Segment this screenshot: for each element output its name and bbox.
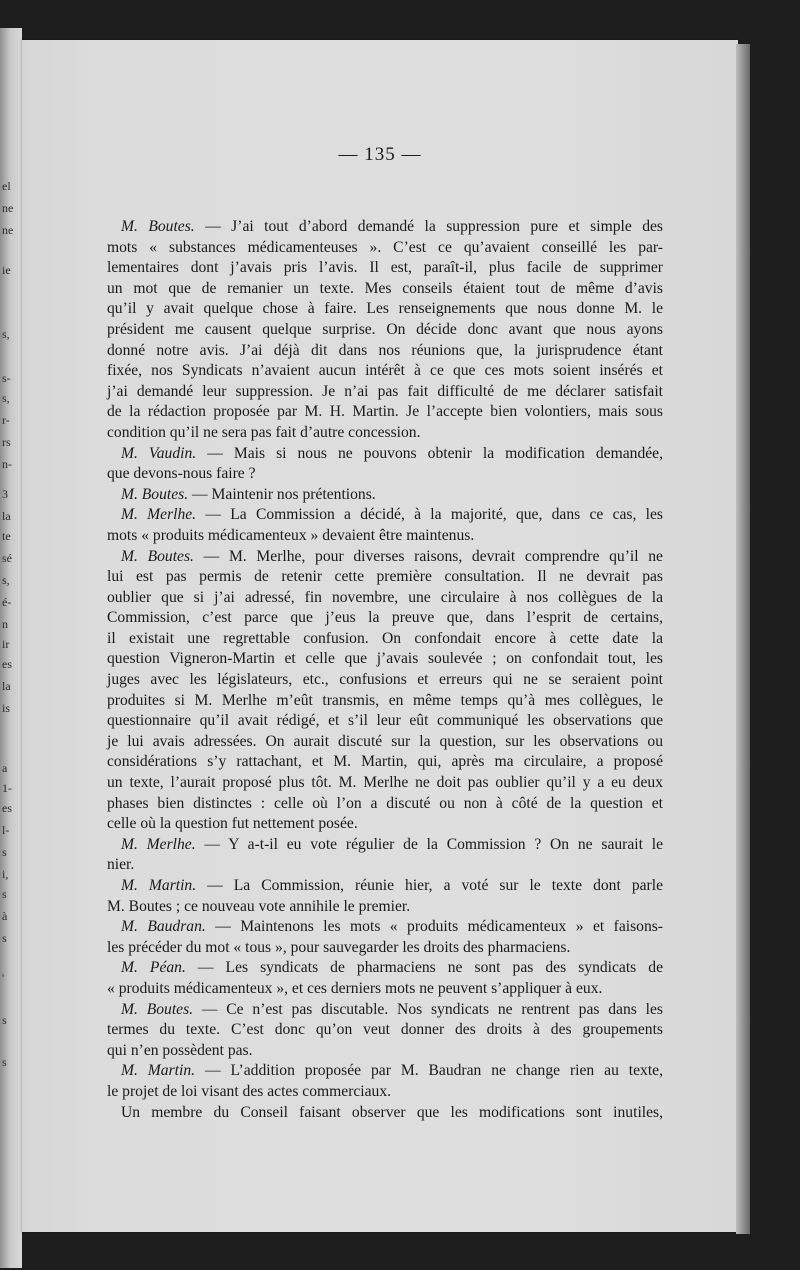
text-run: je lui avais adressées. On aurait discuté sur la question, sur les observations ou	[107, 732, 663, 750]
text-line	[107, 773, 663, 794]
paragraph	[107, 547, 663, 835]
text-line	[107, 691, 663, 712]
paragraph	[107, 876, 663, 917]
text-run: les précéder du mot « tous », pour sauvegarder les droits des pharmaciens.	[107, 938, 571, 956]
speaker-name: M. Vaudin.	[121, 444, 197, 462]
text-run: un mot que de remanier un texte. Mes conseils étaient tout de même d’avis	[107, 279, 663, 297]
paragraph	[107, 1000, 663, 1062]
facing-page-fragment: ne	[2, 223, 14, 237]
paragraph	[107, 835, 663, 876]
text-line	[107, 1103, 663, 1124]
facing-page-fragment: n-	[2, 457, 12, 471]
text-line	[107, 732, 663, 753]
text-run: — M. Merlhe, pour diverses raisons, devrait comprendre qu’il ne	[193, 547, 663, 565]
speaker-name: M. Martin.	[121, 877, 197, 894]
facing-page-fragment: à	[2, 909, 8, 923]
book-page	[22, 40, 738, 1232]
text-line	[107, 1082, 663, 1103]
facing-page-fragment: ie	[2, 263, 11, 277]
facing-page-fragment: s	[2, 845, 7, 859]
text-run: — Mais si nous ne pouvons obtenir la modification demandée,	[196, 444, 663, 462]
speaker-name: M. Boutes.	[121, 547, 194, 565]
text-run: un texte, l’aurait proposé plus tôt. M. Merlhe ne doit pas oublier qu’il y a eu deux	[107, 774, 663, 792]
text-run: — Y a-t-il eu vote régulier de la Commission ? On ne saurait le	[195, 835, 663, 853]
text-run: lui est pas permis de retenir cette première consultation. Il ne devrait pas	[107, 568, 663, 586]
paragraph	[107, 1103, 663, 1124]
text-line	[107, 423, 663, 444]
text-line	[107, 711, 663, 732]
text-line	[107, 485, 663, 506]
text-line	[107, 835, 663, 856]
facing-page-fragment: la	[2, 679, 11, 693]
facing-page-fragment: s-	[2, 371, 11, 385]
text-line	[107, 464, 663, 485]
text-run: — Maintenir nos prétentions.	[188, 485, 376, 503]
text-run: oublier que si j’ai adressé, fin novembre, une circulaire à nos collègues de la	[107, 588, 663, 606]
text-line	[107, 320, 663, 341]
text-run: condition qu’il ne sera pas fait d’autre concession.	[107, 423, 421, 441]
text-run: lementaires dont j’avais pris l’avis. Il est, paraît-il, plus facile de supprimer	[107, 259, 663, 277]
facing-page-fragment: s,	[2, 573, 10, 587]
text-line	[107, 567, 663, 588]
text-line	[107, 814, 663, 835]
text-run: président me causent quelque surprise. On décide donc avant que nous ayons	[107, 320, 663, 338]
text-run: — La Commission a décidé, à la majorité, que, dans ce cas, les	[196, 506, 663, 524]
text-run: Commission, c’est parce que j’eus la preuve que, dans l’esprit de certains,	[107, 609, 663, 627]
facing-page-fragment: ir	[2, 637, 10, 651]
text-line	[107, 938, 663, 959]
text-run: considérations s’y rattachant, et M. Martin, qui, après ma circulaire, a proposé	[107, 753, 663, 771]
facing-page-fragment: s	[2, 1013, 7, 1027]
text-run: Un membre du Conseil faisant observer que les modifications sont inutiles,	[121, 1103, 663, 1121]
facing-page-fragment: i,	[2, 867, 9, 881]
paragraph	[107, 958, 663, 999]
text-run: question Vigneron-Martin et celle que j’avais soulevée ; on confondait tout, les	[107, 650, 663, 668]
text-run: — Maintenons les mots « produits médicamenteux » et faisons-	[205, 918, 663, 936]
text-line	[107, 1041, 663, 1062]
text-run: que devons-nous faire ?	[107, 465, 256, 483]
facing-page-fragment: 3	[2, 487, 8, 501]
text-line	[107, 1020, 663, 1041]
text-line	[107, 855, 663, 876]
text-line	[107, 402, 663, 423]
text-line	[107, 382, 663, 403]
page-stack-edge	[736, 44, 750, 1234]
text-line	[107, 361, 663, 382]
text-run: le projet de loi visant des actes commerciaux.	[107, 1082, 392, 1100]
text-run: qui n’en possèdent pas.	[107, 1041, 253, 1059]
text-line	[107, 608, 663, 629]
text-line	[107, 299, 663, 320]
speaker-name: M. Boutes.	[121, 218, 195, 235]
text-line	[107, 217, 663, 238]
paragraph	[107, 1061, 663, 1102]
facing-page-fragment: n	[2, 617, 8, 631]
facing-page-fragment: te	[2, 529, 11, 543]
paragraph	[107, 217, 663, 444]
text-line	[107, 917, 663, 938]
paragraph	[107, 485, 663, 506]
text-line	[107, 505, 663, 526]
text-run: donné notre avis. J’ai déjà dit dans nos réunions que, la jurisprudence étant	[107, 341, 663, 359]
speaker-name: M. Martin.	[121, 1062, 196, 1080]
text-line	[107, 341, 663, 362]
text-line	[107, 547, 663, 568]
text-run: de la rédaction proposée par M. H. Martin. Je l’accepte bien volontiers, mais sous	[107, 403, 663, 421]
text-line	[107, 1061, 663, 1082]
text-run: mots « produits médicamenteux » devaient être maintenus.	[107, 526, 475, 544]
text-line	[107, 526, 663, 547]
facing-page-fragment: a	[2, 761, 8, 775]
facing-page-fragment: s,	[2, 391, 10, 405]
facing-page-fragment: el	[2, 179, 11, 193]
facing-page-fragment: 1-	[2, 781, 12, 795]
text-line	[107, 279, 663, 300]
text-run: celle où la question fut nettement posée.	[107, 815, 358, 833]
facing-page-fragment: '	[2, 971, 5, 985]
text-run: qu’il y avait quelque chose à faire. Les renseignements que nous donne M. le	[107, 300, 663, 318]
facing-page-fragment: es	[2, 801, 12, 815]
facing-page-fragment: s	[2, 931, 7, 945]
speaker-name: M. Péan.	[121, 959, 186, 977]
body-text	[107, 217, 663, 1123]
text-run: termes du texte. C’est donc qu’on veut donner des droits à des groupements	[107, 1021, 663, 1039]
text-run: — J’ai tout d’abord demandé la suppression pure et simple des	[194, 218, 663, 235]
text-run: juges avec les législateurs, etc., confusions et erreurs qui ne se seraient point	[107, 671, 663, 689]
facing-page-fragment: r-	[2, 413, 10, 427]
text-run: — Ce n’est pas discutable. Nos syndicats ne rentrent pas dans les	[193, 1000, 663, 1018]
facing-page-fragment: rs	[2, 435, 11, 449]
text-run: fixée, nos Syndicats n’avaient aucun intérêt à ce que ces mots soient insérés et	[107, 362, 663, 380]
text-line	[107, 1000, 663, 1021]
text-run: nier.	[107, 856, 135, 874]
text-run: — L’addition proposée par M. Baudran ne change rien au texte,	[195, 1062, 663, 1080]
facing-page-fragment: es	[2, 657, 12, 671]
text-run: M. Boutes ; ce nouveau vote annihile le premier.	[107, 897, 411, 915]
text-line	[107, 958, 663, 979]
facing-page-fragment: la	[2, 509, 11, 523]
text-line	[107, 794, 663, 815]
facing-page-fragment: s	[2, 1055, 7, 1069]
facing-page-fragment: l-	[2, 823, 10, 837]
text-run: mots « substances médicamenteuses ». C’est ce qu’avaient conseillé les par-	[107, 238, 663, 256]
text-run: j’ai demandé leur suppression. Je n’ai pas fait difficulté de me déclarer satisfait	[107, 382, 663, 400]
facing-page-fragment: sé	[2, 551, 12, 565]
facing-page-fragment: s,	[2, 327, 10, 341]
speaker-name: M. Boutes.	[121, 485, 189, 503]
page-number: — 135 —	[338, 144, 422, 165]
text-line	[107, 629, 663, 650]
text-run: — Les syndicats de pharmaciens ne sont pas des syndicats de	[185, 959, 663, 977]
paragraph	[107, 505, 663, 546]
facing-page-fragment: ne	[2, 201, 14, 215]
text-line	[107, 876, 663, 897]
paragraph	[107, 917, 663, 958]
text-run: phases bien distinctes : celle où l’on a discuté ou non à côté de la question et	[107, 794, 663, 812]
facing-page-fragment: s	[2, 887, 7, 901]
text-run: il existait une regrettable confusion. On confondait encore à cette date la	[107, 629, 663, 647]
text-run: « produits médicamenteux », et ces derniers mots ne peuvent s’appliquer à eux.	[107, 979, 603, 997]
text-run: questionnaire qu’il avait rédigé, et s’il leur eût communiqué les observations que	[107, 712, 663, 730]
text-line	[107, 670, 663, 691]
speaker-name: M. Merlhe.	[121, 506, 197, 524]
text-line	[107, 649, 663, 670]
text-run: produites si M. Merlhe m’eût transmis, en même temps qu’à mes collègues, le	[107, 691, 663, 709]
paragraph	[107, 444, 663, 485]
speaker-name: M. Baudran.	[121, 918, 206, 936]
text-line	[107, 588, 663, 609]
text-line	[107, 238, 663, 259]
text-line	[107, 979, 663, 1000]
text-line	[107, 897, 663, 918]
text-line	[107, 258, 663, 279]
text-line	[107, 752, 663, 773]
facing-page-fragment: é-	[2, 595, 12, 609]
speaker-name: M. Merlhe.	[121, 835, 196, 853]
speaker-name: M. Boutes.	[121, 1000, 194, 1018]
facing-page-fragment: is	[2, 701, 11, 715]
text-run: — La Commission, réunie hier, a voté sur le texte dont parle	[196, 877, 663, 894]
text-line	[107, 444, 663, 465]
